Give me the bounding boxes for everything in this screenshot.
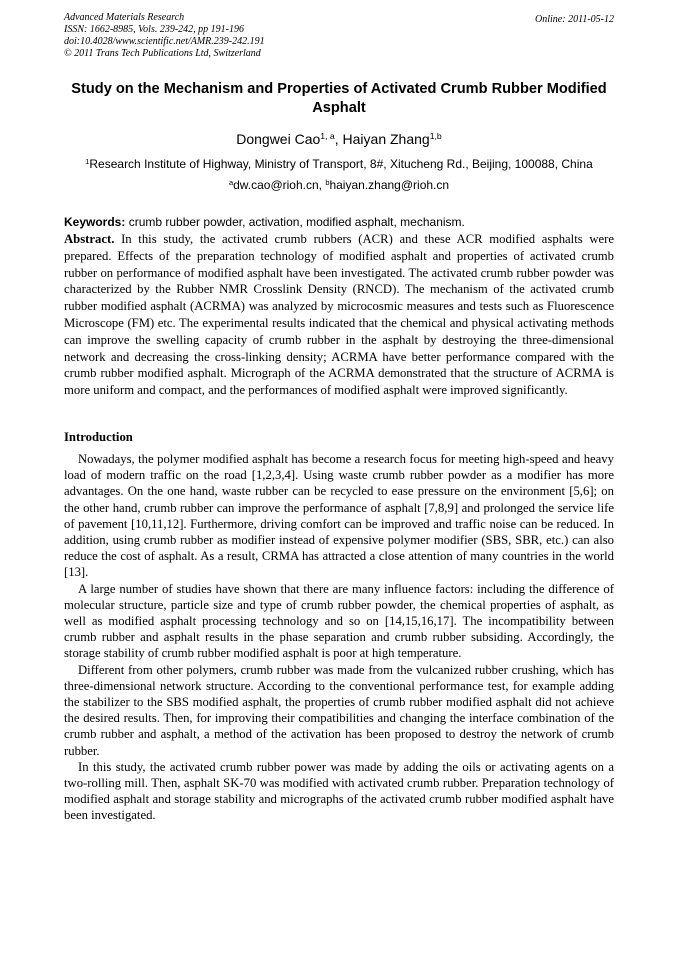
journal-name: Advanced Materials Research bbox=[64, 12, 185, 23]
paper-title: Study on the Mechanism and Properties of Activated Crumb Rubber Modified Asphalt bbox=[71, 81, 607, 116]
author-1: Dongwei Cao bbox=[236, 131, 321, 147]
abstract-label: Abstract. bbox=[64, 232, 115, 246]
keywords-label: Keywords: bbox=[64, 215, 126, 229]
copyright-line: © 2011 Trans Tech Publications Ltd, Switzerland bbox=[64, 48, 261, 59]
email-b: haiyan.zhang@rioh.cn bbox=[329, 178, 450, 192]
keywords bbox=[64, 215, 614, 230]
author-1-affiliation: 1, a bbox=[320, 131, 335, 142]
email-b-marker: b bbox=[325, 177, 330, 187]
author-2: Haiyan Zhang bbox=[342, 131, 430, 147]
introduction-body bbox=[64, 451, 614, 824]
author-separator: , bbox=[334, 131, 343, 147]
author-2-affiliation: 1,b bbox=[429, 131, 442, 142]
abstract bbox=[64, 231, 614, 399]
abstract-text: In this study, the activated crumb rubbers (ACR) and these ACR modified asphalts were prepared. Effects of the preparation technology of modified asphalt and properties of activated crumb rubber on performance of modified asphalt have been investigated. The activated crumb rubber powder was characterized by the Rubber NMR Crosslink Density (RNCD). The mechanism of the activated crumb rubber modified asphalt (ACRMA) was analyzed by microcosmic measures and tests such as Fluorescence Microscope (FM) etc. The experimental results indicated that the chemical and physical activating methods can improve the swelling capacity of crumb rubber in the asphalt by destroying the three-dimensional network and decreasing the cross-linking density; ACRMA have better performance compared with the crumb rubber modified asphalt. Micrograph of the ACRMA demonstrated that the structure of ACRMA is more uniform and compact, and the performances of modified asphalt were improved significantly. bbox=[64, 232, 614, 398]
keywords-text: crumb rubber powder, activation, modified asphalt, mechanism. bbox=[125, 215, 465, 229]
journal-header bbox=[64, 12, 265, 60]
affiliation-marker: 1 bbox=[85, 156, 90, 166]
affiliation bbox=[64, 157, 614, 172]
paragraph: Different from other polymers, crumb rubber was made from the vulcanized rubber crushing, which has three-dimensional network structure. According to the conventional performance test, for example adding the stabilizer to the SBS modified asphalt, the properties of crumb rubber modified asphalt did not achieve the desired results. Then, for improving their compatibilities and changing the interface combination of the crumb rubber and asphalt, a method of the activation has been proposed to destroy the network of crumb rubber. bbox=[64, 662, 614, 758]
issn-line: ISSN: 1662-8985, Vols. 239-242, pp 191-196 bbox=[64, 24, 244, 35]
paragraph: A large number of studies have shown that there are many influence factors: including the difference of molecular structure, particle size and type of crumb rubber powder, the chemical properties of asphalt, as well as modified asphalt processing technology and so on [14,15,16,17]. The incompatibility between crumb rubber and asphalt results in the phase separation and crumb rubber subsiding. Accordingly, the storage stability of crumb rubber modified asphalt is poor at high temperature. bbox=[64, 581, 614, 661]
paragraph: In this study, the activated crumb rubber power was made by adding the oils or activating agents on a two-rolling mill. Then, asphalt SK-70 was modified with activated crumb rubber. Preparation technology of modified asphalt and storage stability and micrographs of the activated crumb rubber modified asphalt have been investigated. bbox=[64, 759, 614, 823]
author-line bbox=[64, 130, 614, 148]
paragraph: Nowadays, the polymer modified asphalt has become a research focus for meeting high-speed and heavy load of modern traffic on the road [1,2,3,4]. Using waste crumb rubber powder as a modifier has more advantages. On the one hand, waste rubber can be recycled to ease pressure on the environment [5,6]; on the other hand, crumb rubber can improve the performance of asphalt [7,8,9] and prolonged the service life of pavement [10,11,12]. Furthermore, driving comfort can be improved and traffic noise can be reduced. In addition, using crumb rubber as modifier instead of expensive polymer modifier (SBS, SBR, etc.) can also reduce the cost of asphalt. As a result, CRMA has attracted a close attention of many countries in the world [13]. bbox=[64, 452, 614, 580]
affiliation-text: Research Institute of Highway, Ministry of Transport, 8#, Xitucheng Rd., Beijing, 100088, China bbox=[89, 157, 593, 171]
online-date: Online: 2011-05-12 bbox=[535, 14, 614, 25]
doi-line: doi:10.4028/www.scientific.net/AMR.239-242.191 bbox=[64, 36, 265, 47]
email-line bbox=[64, 178, 614, 193]
section-heading-introduction: Introduction bbox=[64, 430, 133, 444]
email-a: dw.cao@rioh.cn, bbox=[233, 178, 326, 192]
email-a-marker: a bbox=[228, 177, 234, 187]
